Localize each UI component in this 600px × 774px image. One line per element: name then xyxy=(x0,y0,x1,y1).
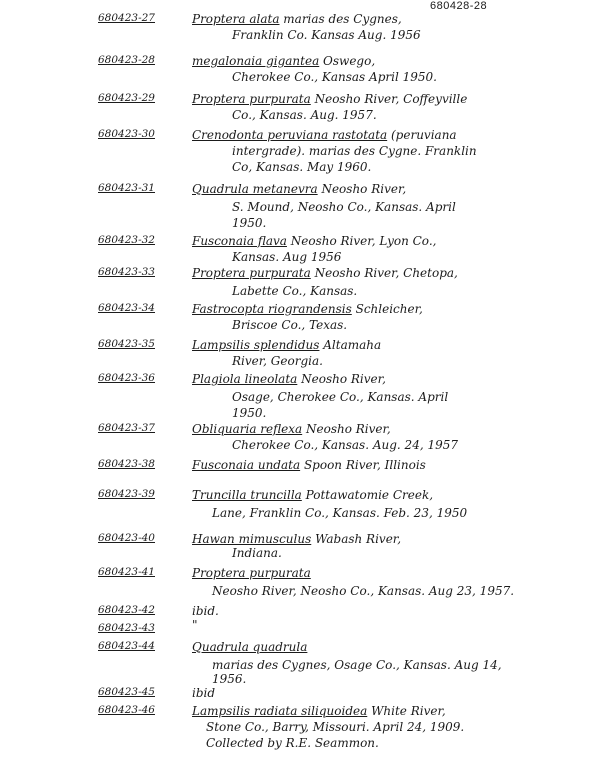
locality-text: Osage, Cherokee Co., Kansas. April xyxy=(232,390,449,404)
locality-text: Neosho River, xyxy=(297,372,386,386)
locality-text: Neosho River, xyxy=(317,182,407,196)
locality-text: 1950. xyxy=(232,406,267,420)
catalog-number: 680423-40 xyxy=(98,532,155,544)
locality-text: Spoon River, Illinois xyxy=(300,458,426,472)
catalog-number: 680423-46 xyxy=(98,704,155,716)
species-name: megalonaia gigantea xyxy=(192,54,320,68)
locality-text: Pottawatomie Creek, xyxy=(301,488,434,502)
locality-text: marias des Cygnes, Osage Co., Kansas. Aug 14, xyxy=(212,658,502,672)
catalog-number: 680423-41 xyxy=(98,566,155,578)
locality-text: 1956. xyxy=(212,672,247,686)
locality-text: Neosho River, xyxy=(302,422,391,436)
species-name: Proptera purpurata xyxy=(192,566,311,580)
locality-text: Schleicher, xyxy=(351,302,423,316)
species-name: Fusconaia undata xyxy=(192,458,301,472)
species-name: Proptera purpurata xyxy=(192,92,311,106)
locality-text: Collected by R.E. Seammon. xyxy=(206,736,379,750)
locality-text: Neosho River, Lyon Co., xyxy=(286,234,437,248)
catalog-number: 680423-34 xyxy=(98,302,155,314)
locality-text: intergrade). marias des Cygne. Franklin xyxy=(232,144,477,158)
locality-text: ibid xyxy=(192,686,216,700)
locality-text: Briscoe Co., Texas. xyxy=(232,318,348,332)
locality-text: S. Mound, Neosho Co., Kansas. April xyxy=(232,200,456,214)
locality-text: Kansas. Aug 1956 xyxy=(232,250,342,264)
catalog-number: 680423-44 xyxy=(98,640,155,652)
locality-text: (peruviana xyxy=(387,128,457,142)
locality-text: ibid. xyxy=(192,604,219,618)
catalog-number: 680423-36 xyxy=(98,372,155,384)
species-name: Plagiola lineolata xyxy=(192,372,298,386)
locality-text: Stone Co., Barry, Missouri. April 24, 1909. xyxy=(206,720,465,734)
species-name: Truncilla truncilla xyxy=(192,488,302,502)
catalog-number: 680423-39 xyxy=(98,488,155,500)
catalog-number: 680423-33 xyxy=(98,266,155,278)
locality-text: 1950. xyxy=(232,216,267,230)
locality-text: marias des Cygnes, xyxy=(279,12,402,26)
locality-text: Franklin Co. Kansas Aug. 1956 xyxy=(232,28,421,42)
species-name: Hawan mimusculus xyxy=(192,532,312,546)
species-name: Lampsilis splendidus xyxy=(192,338,320,352)
catalog-number: 680423-27 xyxy=(98,12,155,24)
locality-text: Cherokee Co., Kansas. Aug. 24, 1957 xyxy=(232,438,458,452)
catalog-number: 680423-31 xyxy=(98,182,155,194)
locality-text: Co, Kansas. May 1960. xyxy=(232,160,372,174)
catalog-number: 680423-37 xyxy=(98,422,155,434)
page-id: 680428-28 xyxy=(430,0,488,12)
species-name: Obliquaria reflexa xyxy=(192,422,303,436)
species-name: Crenodonta peruviana rastotata xyxy=(192,128,388,142)
locality-text: River, Georgia. xyxy=(232,354,323,368)
catalog-number: 680423-42 xyxy=(98,604,155,616)
locality-text: Oswego, xyxy=(319,54,376,68)
locality-text: Neosho River, Neosho Co., Kansas. Aug 23, 1957. xyxy=(212,584,515,598)
catalog-number: 680423-43 xyxy=(98,622,155,634)
species-name: Fusconaia flava xyxy=(192,234,287,248)
locality-text: Neosho River, Coffeyville xyxy=(310,92,468,106)
locality-text: " xyxy=(192,618,198,632)
locality-text: Lane, Franklin Co., Kansas. Feb. 23, 1950 xyxy=(212,506,468,520)
catalog-number: 680423-32 xyxy=(98,234,155,246)
species-name: Quadrula metanevra xyxy=(192,182,318,196)
locality-text: Indiana. xyxy=(232,546,282,560)
locality-text: Labette Co., Kansas. xyxy=(232,284,358,298)
catalog-number: 680423-28 xyxy=(98,54,155,66)
species-name: Fastrocopta riograndensis xyxy=(192,302,352,316)
catalog-number: 680423-38 xyxy=(98,458,155,470)
species-name: Proptera purpurata xyxy=(192,266,311,280)
locality-text: White River, xyxy=(367,704,446,718)
species-name: Proptera alata xyxy=(192,12,280,26)
species-name: Lampsilis radiata siliquoidea xyxy=(192,704,368,718)
locality-text: Altamaha xyxy=(319,338,382,352)
catalog-number: 680423-35 xyxy=(98,338,155,350)
catalog-number: 680423-29 xyxy=(98,92,155,104)
locality-text: Co., Kansas. Aug. 1957. xyxy=(232,108,377,122)
locality-text: Cherokee Co., Kansas April 1950. xyxy=(232,70,437,84)
locality-text: Neosho River, Chetopa, xyxy=(310,266,458,280)
catalog-number: 680423-30 xyxy=(98,128,155,140)
locality-text: Wabash River, xyxy=(311,532,402,546)
species-name: Quadrula quadrula xyxy=(192,640,308,654)
catalog-number: 680423-45 xyxy=(98,686,155,698)
